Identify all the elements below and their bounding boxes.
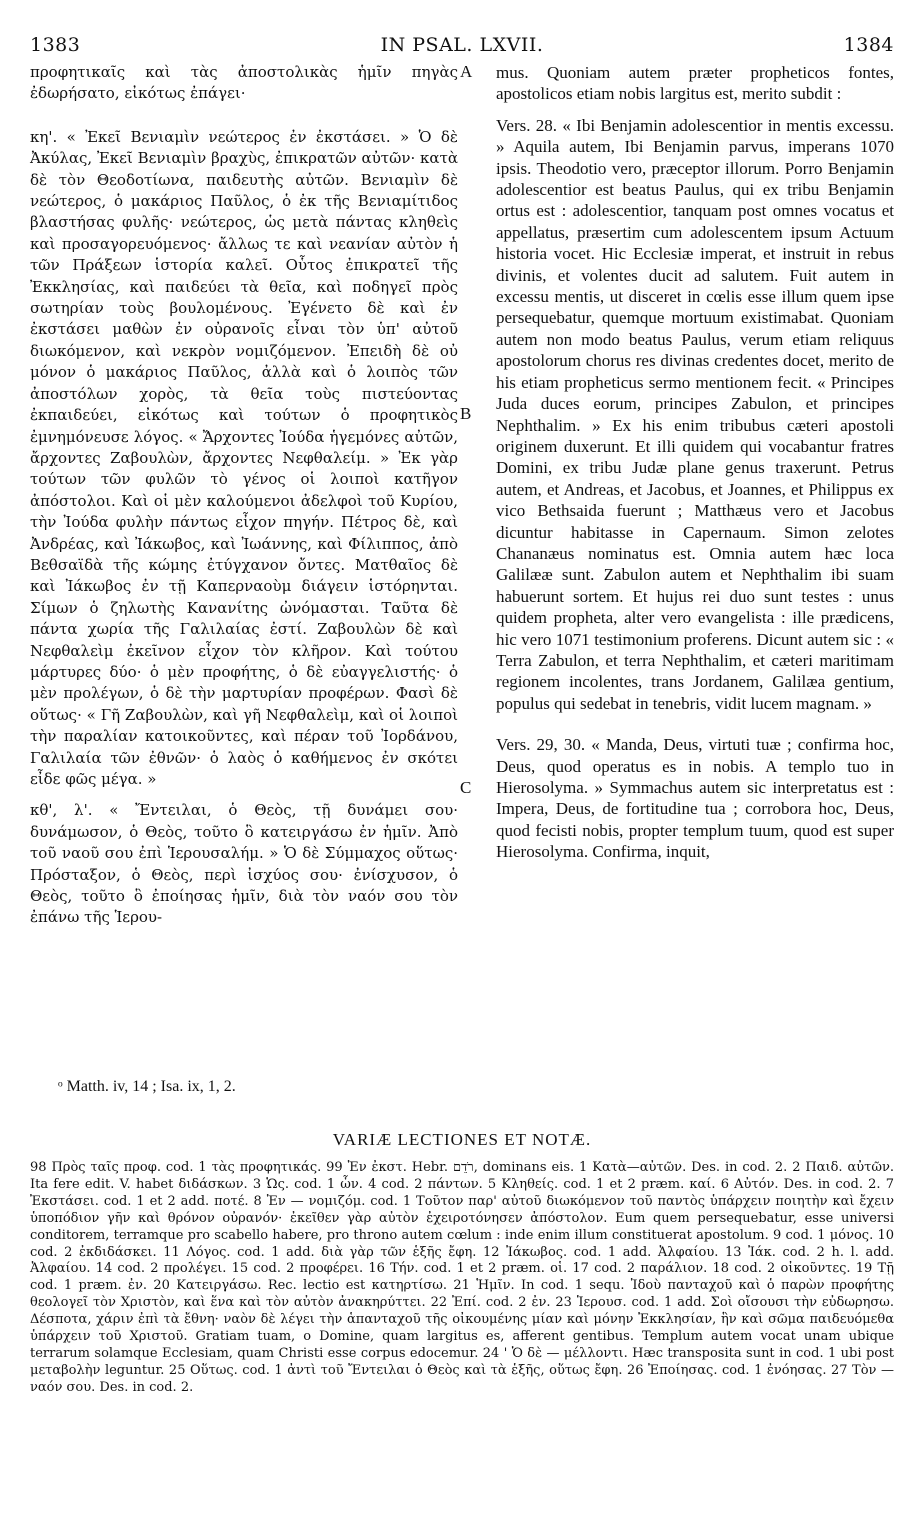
greek-paragraph: κθ', λ'. « Ἔντειλαι, ὁ Θεὸς, τῇ δυνάμει σου· δυνάμωσον, ὁ Θεὸς, τοῦτο ὃ κατειργάσω ἐν ἡμῖν. Ἀπὸ τοῦ ναοῦ σου ἐπὶ Ἱερουσαλήμ. » Ὁ δὲ Σύμμαχος οὕτως· Πρόσταξον, ὁ Θεὸς, περὶ ἰσχύος σου· ἐνίσχυσον, ὁ Θεὸς, τοῦτο ὃ ἐποίησας ἡμῖν, διὰ τὸν ναόν σου τὸν ἐπάνω τῆς Ἱερου- [30, 801, 458, 927]
page-title: IN PSAL. LXVII. [380, 34, 544, 56]
greek-paragraph: κη'. « Ἐκεῖ Βενιαμὶν νεώτερος ἐν ἐκστάσει. » Ὁ δὲ Ἀκύλας, Ἐκεῖ Βενιαμὶν βραχὺς, ἐπικρατῶν αὐτῶν· κατὰ δὲ τὸν Θεοδοτίωνα, παιδευτὴς αὐτῶν. Βενιαμὶν δὲ νεώτερος, ὁ μακάριος Παῦλος, ὁ ἐκ τῆς Βενιαμίτιδος βλαστήσας φυλῆς· νεώτερος, ὡς μετὰ πάντας κληθεὶς καὶ προσαγορευόμενος· ἄλλως τε καὶ νεανίαν αὐτὸν ἡ τῶν Πράξεων ἱστορία καλεῖ. Οὗτος ἐπικρατεῖ τῆς Ἐκκλησίας, καὶ παιδεύει τὰ θεῖα, καὶ ποδηγεῖ πρὸς σωτηρίαν τοὺς βουλομένους. Ἐγένετο δὲ καὶ ἐν ἐκστάσει μαθὼν ἐν οὐρανοῖς εἶναι τὸν ὑπ' αὐτοῦ διωκόμενον, καὶ νεκρὸν νομιζόμενον. Ἐπειδὴ δὲ οὐ μόνον ὁ μακάριος Παῦλος, ἀλλὰ καὶ ὁ λοιπὸς τῶν ἀποστόλων χορὸς, τὰ θεῖα τοὺς πιστεύοντας ἐκπαιδεύει, εἰκότως καὶ τούτων ὁ προφητικὸς ἐμνημόνευσε λόγος. « Ἄρχοντες Ἰούδα ἡγεμόνες αὐτῶν, ἄρχοντες Ζαβουλὼν, ἄρχοντες Νεφθαλείμ. » Ἐκ γὰρ τούτων τῶν φυλῶν τὸ γένος οἱ λοιποὶ κατῆγον ἀπόστολοι. Καὶ οἱ μὲν καλούμενοι ἀδελφοὶ τοῦ Κυρίου, τὴν Ἰούδα φυλὴν πάντως εἶχον πηγήν. Πέτρος δὲ, καὶ Ἀνδρέας, καὶ Ἰάκωβος, καὶ Ἰωάννης, καὶ Φίλιππος, ἀπὸ Βεθσαϊδὰ τῆς κώμης ἐτύγχανον ὄντες. Ματθαῖος δὲ καὶ Ἰάκωβος ἐν τῇ Καπερναοὺμ διάγειν ἱστόρηνται. Σίμων ὁ ζηλωτὴς Κανανίτης ὠνόμασται. Ταῦτα δὲ πάντα χωρία τῆς Γαλιλαίας ἐστί. Ζαβουλὼν δὲ καὶ Νεφθαλεὶμ ἐκεῖνον εἶχον τὸν κλῆρον. Καὶ τούτου μάρτυρες δύο· ὁ μὲν προφήτης, ὁ δὲ εὐαγγελιστής· ὁ μὲν προλέγων, ὁ δὲ τὴν μαρτυρίαν προφέρων. Φασὶ δὲ οὕτως· « Γῆ Ζαβουλὼν, καὶ γῆ Νεφθαλεὶμ, καὶ οἱ λοιποὶ τὴν παραλίαν κατοικοῦντες, καὶ πέραν τοῦ Ἰορδάνου, Γαλιλαία τῶν ἐθνῶν· ὁ λαὸς ὁ καθήμενος ἐν σκότει εἶδε φῶς μέγα. » [30, 127, 458, 788]
margin-marker-c: C [460, 778, 472, 797]
scripture-reference: ᵒ Matth. iv, 14 ; Isa. ix, 1, 2. [58, 1078, 236, 1095]
latin-paragraph: Vers. 29, 30. « Manda, Deus, virtuti tuæ ; confirma hoc, Deus, quod operatus es in nobis. A templo tuo in Hierosolyma. » Symmachus autem sic interpretatus est : Impera, Deus, de fortitudine tua ; corrobora hoc, Deus, quod fecisti nobis, propter templum tuum, quod est super Hierosolyma. Confirma, inquit, [496, 735, 894, 862]
margin-marker-b: B [460, 404, 472, 423]
latin-column [496, 62, 894, 863]
page-number-right: 1384 [843, 34, 894, 56]
latin-paragraph: Vers. 28. « Ibi Benjamin adolescentior in mentis excessu. » Aquila autem, Ibi Benjamin parvus, imperans 1070 ipsis. Theodotio vero, præceptor illorum. Porro Benjamin adolescentior est beatus Paulus, qui ex tribu Benjamin ortus est : adolescentior, tanquam post omnes vocatus et appellatus, præsertim cum adolescentem ipsum Actuum historia vocet. Hic Ecclesiæ imperat, et instruit in rebus divinis, et volentes ducit ad salutem. Fuit autem in excessu mentis, ut disceret in cœlis esse illum quem ipse persequebatur, quemque mortuum existimabat. Quoniam autem non modo beatus Paulus, verum etiam reliquus apostolorum chorus res divinas credentes docet, merito de his etiam propheticus sermo mentionem fecit. « Principes Juda duces eorum, principes Zabulon, et principes Nephthalim. » Ex his enim tribubus cæteri apostoli originem duxerunt. Et illi quidem qui vocabantur fratres Domini, ex tribu Judæ plane genus traxerunt. Petrus autem, et Andreas, et Jacobus, et Joannes, et Philippus ex vico Bethsaida fuerunt ; Matthæus vero et Jacobus dicuntur habitasse in Capernaum. Simon zelotes Chananæus nominatus est. Omnia autem hæc loca Galilææ sunt. Zabulon autem et Nephthalim ibi suam habuerunt sortem. Et hujus rei duo sunt testes : unus quidem propheta, alter vero evangelista : ille prædicens, hic vero 1071 testimonium proferens. Dicunt autem sic : « Terra Zabulon, et terra Nephthalim, et cæteri maritimam regionem incolentes, trans Jordanem, Galilæa gentium, populus qui sedebat in tenebris, vidit lucem magnam. » [496, 115, 894, 713]
variae-lectiones-title: VARIÆ LECTIONES ET NOTÆ. [332, 1130, 592, 1149]
notes-text: 98 Πρὸς ταῖς προφ. cod. 1 τὰς προφητικάς. 99 Ἐν ἐκστ. Hebr. רֹדֵם, dominans eis. 1 Κατὰ—αὐτῶν. Des. in cod. 2. 2 Παιδ. αὐτῶν. Ita fere edit. V. habet διδάσκων. 3 Ὡς. cod. 1 ὧν. 4 cod. 2 πάντων. 5 Κληθείς. cod. 1 et 2 præm. καί. 6 Αὐτόν. Des. in cod. 2. 7 Ἐκστάσει. cod. 1 et 2 add. ποτέ. 8 Ἐν — νομιζόμ. cod. 1 Τοῦτον παρ' αὐτοῦ διωκόμενον τοῦ παντὸς ὑπάρχειν ποιητὴν καὶ ἔχειν ὑποπόδιον γῆν καὶ θρόνον οὐρανόν· ἐκεῖθεν γὰρ αὐτὸν ἐχειροτόνησεν ἀπόστολον. Eum quem persequebatur, esse universi conditorem, terramque pro scabello habere, pro throno autem cœlum : inde enim illum constituerat apostolum. 9 cod. 1 μόνος. 10 cod. 2 ἐκδιδάσκει. 11 Λόγος. cod. 1 add. διὰ γὰρ τῶν ἑξῆς ἔφη. 12 Ἰάκωβος. cod. 1 add. Ἀλφαίου. 13 Ἰάκ. cod. 2 h. l. add. Ἀλφαίου. 14 cod. 2 προλέγει. 15 cod. 2 προφέρει. 16 Τήν. cod. 1 et 2 præm. οἱ. 17 cod. 2 παράλιον. 18 cod. 2 οἰκοῦντες. 19 Τῇ cod. 1 præm. ἐν. 20 Κατειργάσω. Rec. lectio est κατηρτίσω. 21 Ἡμῖν. In cod. 1 sequ. Ἰδοὺ πανταχοῦ καὶ ὁ παρὼν προφήτης θεολογεῖ τὸν Χριστὸν, καὶ ἕνα καὶ τὸν αὐτὸν ἀνακηρύττει. 22 Ἐπί. cod. 2 ἐν. 23 Ἱερουσ. cod. 1 add. Σοὶ οἴσουσι τὴν εὐδωρησω. Δέσποτα, χάριν ἐπὶ τὰ ἔθνη· ναὸν δὲ λέγει τὴν ἁπανταχοῦ τῆς οἰκουμένης μίαν καὶ μόνην Ἐκκλησίαν, ἣν καὶ σῶμα παιδευόμεθα ὑπάρχειν τοῦ Χριστοῦ. Gratiam tuam, o Domine, quam largitus es, afferent gentibus. Templum autem vocat unam ubique terrarum solamque Ecclesiam, quam Christi esse corpus edocemur. 24 ' Ὁ δὲ — μέλλοντι. Hæc transposita sunt in cod. 1 ubi post μεταβολὴν leguntur. 25 Οὕτως. cod. 1 ἀντὶ τοῦ Ἔντειλαι ὁ Θεὸς καὶ τὰ ἑξῆς, οὕτως ἔφη. 26 Ἐποίησας. cod. 1 ἐνόησας. 27 Τὸν — ναόν σου. Des. in cod. 2. [30, 1160, 894, 1395]
variant-notes [30, 1160, 894, 1397]
margin-marker-a: A [460, 62, 473, 81]
running-header [30, 34, 894, 58]
greek-column [30, 62, 458, 929]
page-number-left: 1383 [30, 34, 81, 56]
latin-paragraph: mus. Quoniam autem præter propheticos fontes, apostolicos etiam nobis largitus est, merito subdit : [496, 63, 894, 104]
greek-paragraph: προφητικαῖς καὶ τὰς ἀποστολικὰς ἡμῖν πηγὰς ἐδωρήσατο, εἰκότως ἐπάγει· [30, 63, 458, 103]
